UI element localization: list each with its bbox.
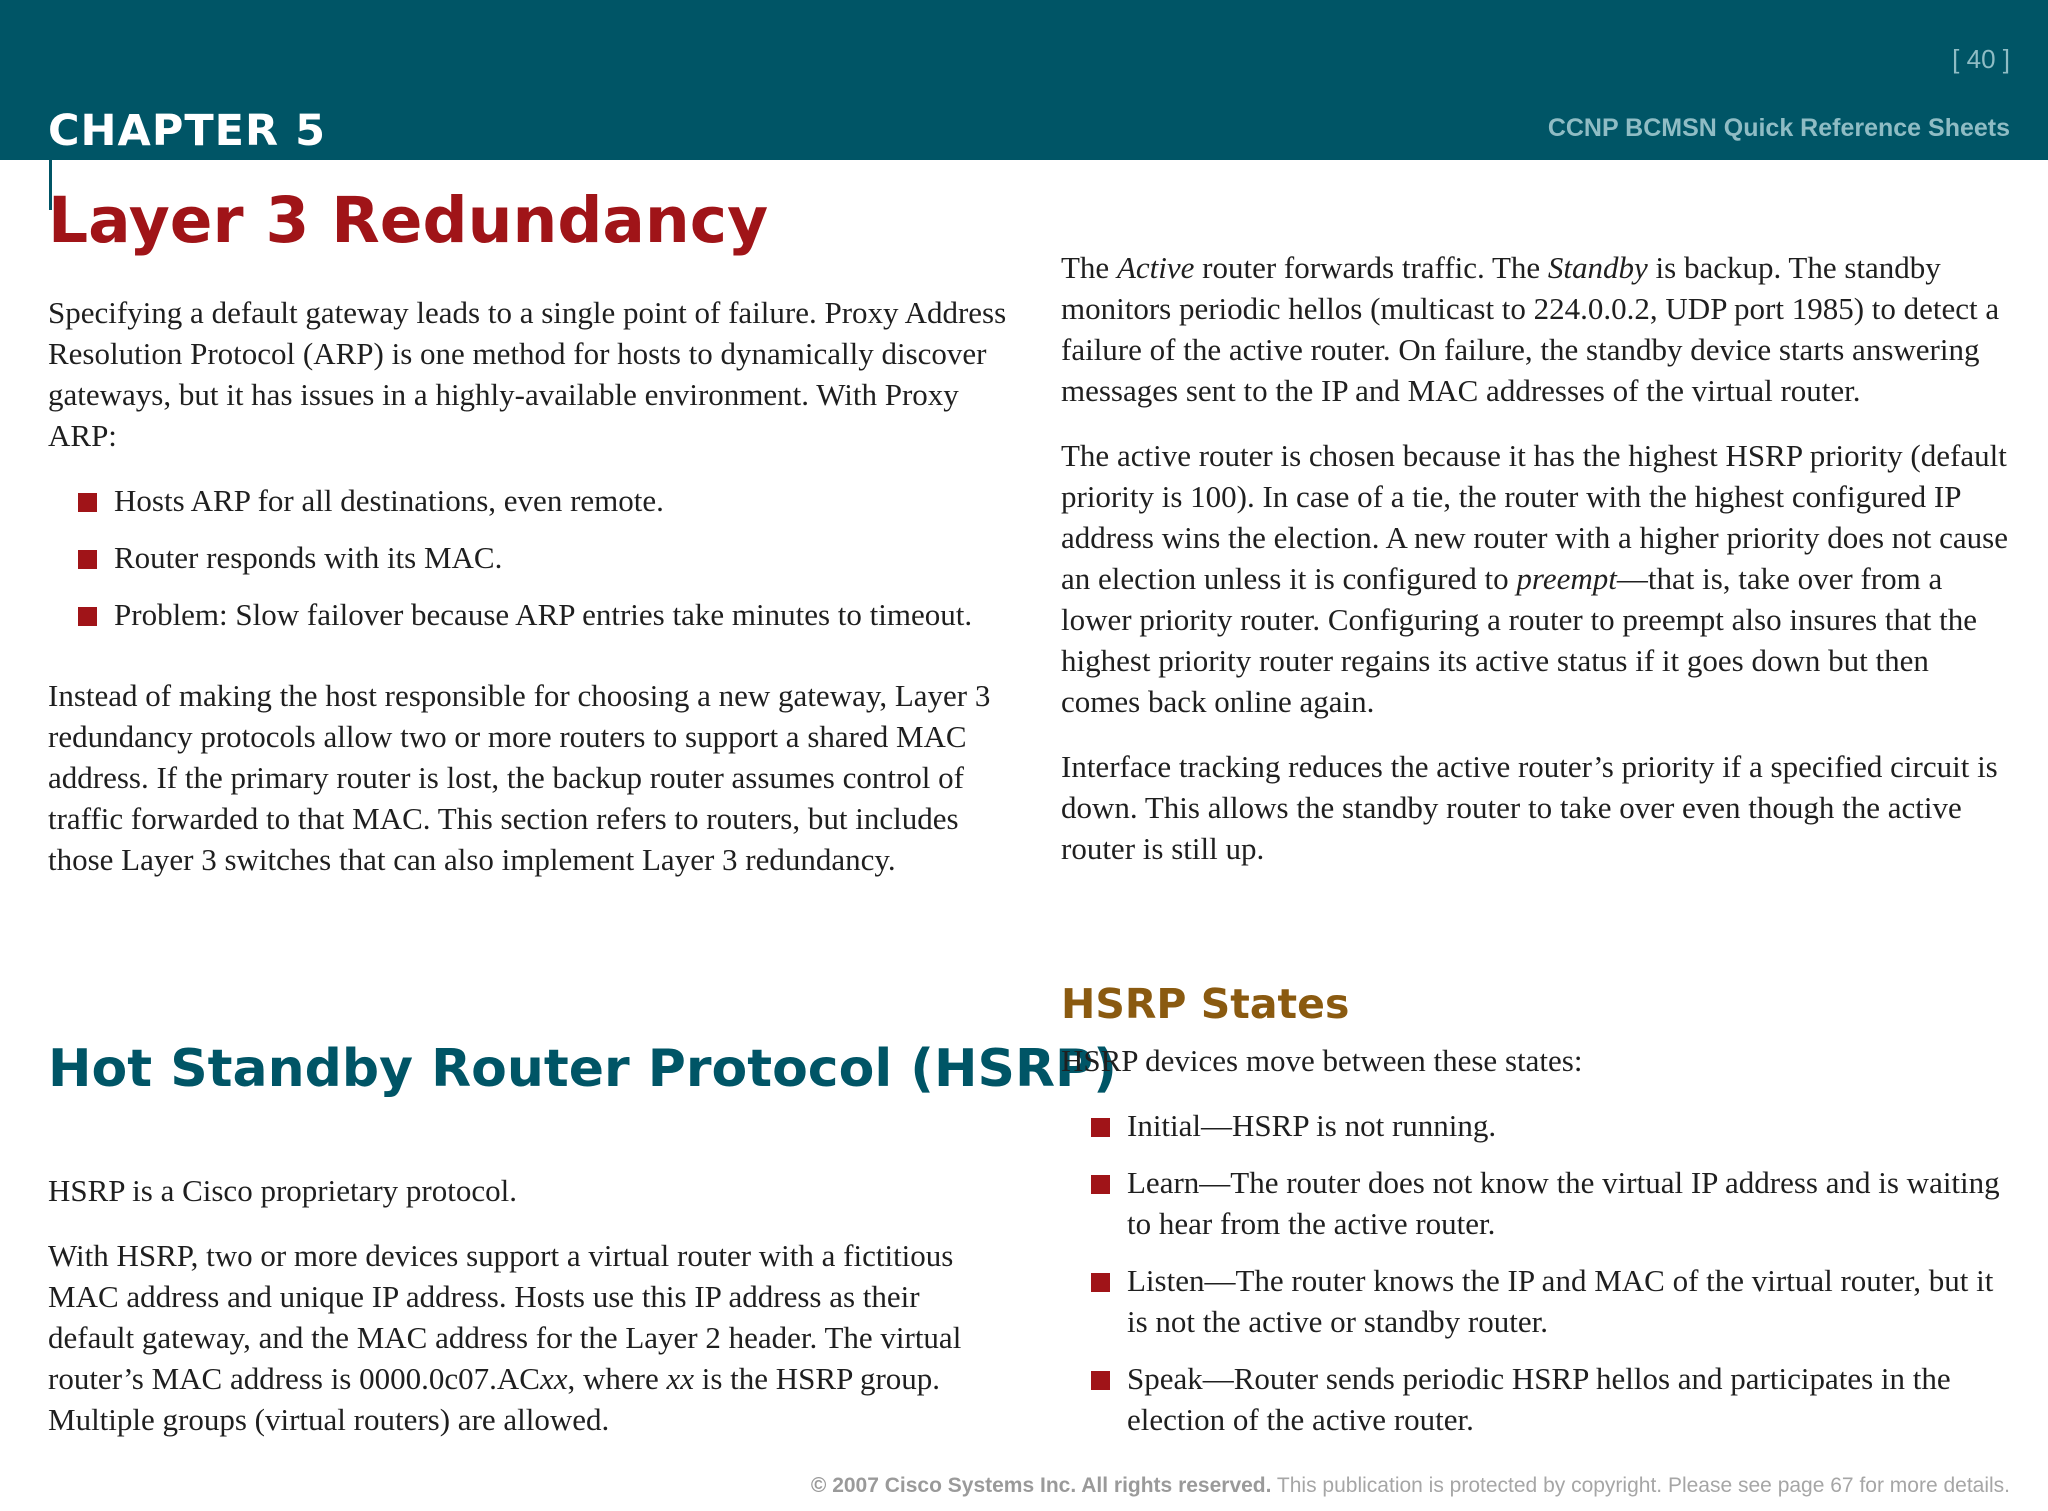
active-standby-paragraph: The Active router forwards traffic. The Standby is backup. The standby monitors periodic hellos (multicast to 224.0.0.2, UDP port 1985) to detect a failure of the active router. On failure, the standby device starts answering messages sent to the IP and MAC addresses of the virtual router. <box>1061 250 2000 408</box>
list-item: Learn—The router does not know the virtual IP address and is waiting to hear from the active router. <box>1061 1162 2011 1244</box>
book-title: CCNP BCMSN Quick Reference Sheets <box>1547 114 2010 142</box>
list-item: Speak—Router sends periodic HSRP hellos and participates in the election of the active router. <box>1061 1358 2011 1440</box>
right-column-bottom <box>1061 1040 2011 1456</box>
chapter-label: CHAPTER 5 <box>48 106 327 156</box>
proxy-arp-list <box>48 480 1008 635</box>
copyright-text: © 2007 Cisco Systems Inc. All rights reserved. <box>810 1474 1272 1497</box>
bullet-square-icon <box>78 550 97 569</box>
bullet-square-icon <box>78 493 97 512</box>
copyright-footer <box>811 1474 2010 1498</box>
hsrp-proprietary-paragraph: HSRP is a Cisco proprietary protocol. <box>48 1173 517 1208</box>
hsrp-heading: Hot Standby Router Protocol (HSRP) <box>48 1039 1117 1099</box>
bullet-square-icon <box>1091 1273 1110 1292</box>
states-intro: HSRP devices move between these states: <box>1061 1043 1583 1078</box>
left-column-bottom <box>48 1170 1008 1464</box>
left-column-top <box>48 292 1008 904</box>
page-title: Layer 3 Redundancy <box>48 184 769 257</box>
intro-paragraph: Specifying a default gateway leads to a single point of failure. Proxy Address Resolution Protocol (ARP) is one method for hosts to dynamically discover gateways, but it has issues in a highly-available environment. With Proxy ARP: <box>48 295 1007 453</box>
bullet-square-icon <box>1091 1175 1110 1194</box>
list-item: Router responds with its MAC. <box>48 537 1008 578</box>
bullet-square-icon <box>1091 1118 1110 1137</box>
hsrp-virtual-router-paragraph: With HSRP, two or more devices support a virtual router with a fictitious MAC address and unique IP address. Hosts use this IP address as their default gateway, and the MAC address for the Layer 2 header. The virtual router’s MAC address is 0000.0c07.ACxx, where xx is the HSRP group. Multiple groups (virtual routers) are allowed. <box>48 1238 962 1437</box>
list-item: Hosts ARP for all destinations, even remote. <box>48 480 1008 521</box>
bullet-square-icon <box>78 607 97 626</box>
list-item: Initial—HSRP is not running. <box>1061 1105 2011 1146</box>
hsrp-states-heading: HSRP States <box>1061 980 1350 1028</box>
list-item: Listen—The router knows the IP and MAC of the virtual router, but it is not the active or standby router. <box>1061 1260 2011 1342</box>
header-bar <box>0 0 2048 160</box>
page-number: [ 40 ] <box>1952 44 2010 74</box>
copyright-notice: This publication is protected by copyright. Please see page 67 for more details. <box>1271 1474 2010 1497</box>
tracking-paragraph: Interface tracking reduces the active router’s priority if a specified circuit is down. This allows the standby router to take over even though the active router is still up. <box>1061 749 1998 866</box>
redundancy-paragraph: Instead of making the host responsible for choosing a new gateway, Layer 3 redundancy protocols allow two or more routers to support a shared MAC address. If the primary router is lost, the backup router assumes control of traffic forwarded to that MAC. This section refers to routers, but includes those Layer 3 switches that can also implement Layer 3 redundancy. <box>48 678 991 877</box>
right-column-top <box>1061 247 2011 893</box>
election-paragraph: The active router is chosen because it has the highest HSRP priority (default priority is 100). In case of a tie, the router with the highest configured IP address wins the election. A new router with a higher priority does not cause an election unless it is configured to preempt—that is, take over from a lower priority router. Configuring a router to preempt also insures that the highest priority router regains its active status if it goes down but then comes back online again. <box>1061 438 2008 719</box>
hsrp-states-list <box>1061 1105 2011 1440</box>
bullet-square-icon <box>1091 1371 1110 1390</box>
list-item: Problem: Slow failover because ARP entries take minutes to timeout. <box>48 594 1008 635</box>
